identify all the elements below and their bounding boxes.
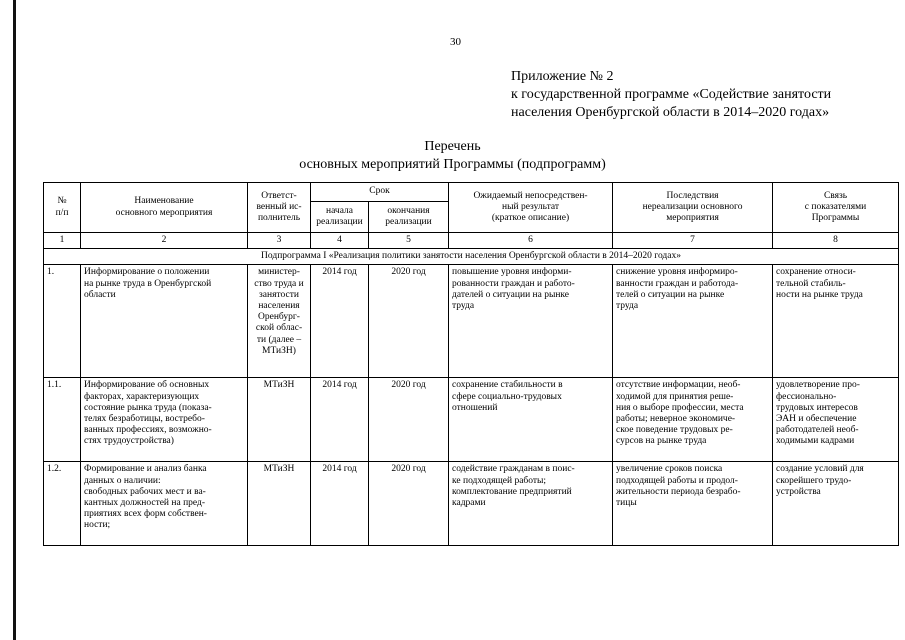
page-number: 30 [450, 36, 461, 48]
table-row [44, 265, 899, 378]
header-num: № п/п [44, 183, 81, 233]
col-number: 7 [613, 233, 773, 249]
row-result: повышение уровня информи- рованности граждан и работо- дателей о ситуации на рынке труда [449, 265, 613, 378]
row-link: сохранение относи- тельной стабиль- ности на рынке труда [773, 265, 899, 378]
row-name: Информирование о положении на рынке труда в Оренбургской области [81, 265, 248, 378]
document-title [0, 138, 905, 174]
col-number: 3 [248, 233, 311, 249]
row-responsible: министер- ство труда и занятости населения Оренбург- ской облас- ти (далее – МТиЗН) [248, 265, 311, 378]
row-result: сохранение стабильности в сфере социально-трудовых отношений [449, 378, 613, 462]
col-number: 2 [81, 233, 248, 249]
header-name: Наименование основного мероприятия [81, 183, 248, 233]
row-responsible: МТиЗН [248, 462, 311, 546]
header-row-1 [44, 183, 899, 202]
row-consequences: снижение уровня информиро- ванности граждан и работода- телей о ситуации на рынке труда [613, 265, 773, 378]
row-responsible: МТиЗН [248, 378, 311, 462]
appendix-line-2: к государственной программе «Содействие занятости [511, 87, 832, 102]
header-link: Связь с показателями Программы [773, 183, 899, 233]
title-line-2: основных мероприятий Программы (подпрограмм) [299, 157, 606, 172]
header-start: начала реализации [311, 202, 369, 233]
column-number-row [44, 233, 899, 249]
appendix-line-3: населения Оренбургской области в 2014–2020 годах» [511, 105, 830, 120]
row-end: 2020 год [369, 265, 449, 378]
row-start: 2014 год [311, 265, 369, 378]
row-num: 1. [44, 265, 81, 378]
table-row [44, 378, 899, 462]
row-consequences: отсутствие информации, необ- ходимой для принятия реше- ния о выборе профессии, места работы; неверное экономиче- ское поведение трудовых ре- сурсов на рынке труда [613, 378, 773, 462]
header-responsible: Ответст- венный ис- полнитель [248, 183, 311, 233]
row-end: 2020 год [369, 462, 449, 546]
row-num: 1.2. [44, 462, 81, 546]
row-name: Информирование об основных факторах, характеризующих состояние рынка труда (показа- телях безработицы, востребо- ванных профессиях, возможно- стях трудоустройства) [81, 378, 248, 462]
col-number: 5 [369, 233, 449, 249]
title-line-1: Перечень [424, 139, 481, 154]
measures-table [43, 182, 899, 546]
col-number: 4 [311, 233, 369, 249]
appendix-line-1: Приложение № 2 [511, 69, 614, 84]
row-start: 2014 год [311, 462, 369, 546]
col-number: 1 [44, 233, 81, 249]
scan-edge-line [13, 0, 16, 640]
table-row [44, 462, 899, 546]
header-result: Ожидаемый непосредствен- ный результат (краткое описание) [449, 183, 613, 233]
row-start: 2014 год [311, 378, 369, 462]
row-consequences: увеличение сроков поиска подходящей работы и продол- жительности периода безрабо- тицы [613, 462, 773, 546]
appendix-header [511, 68, 831, 122]
row-result: содействие гражданам в поис- ке подходящей работы; комплектование предприятий кадрами [449, 462, 613, 546]
header-end: окончания реализации [369, 202, 449, 233]
row-name: Формирование и анализ банка данных о наличии: свободных рабочих мест и ва- кантных должностей на пред- приятиях всех форм собствен- ности; [81, 462, 248, 546]
col-number: 8 [773, 233, 899, 249]
row-link: удовлетворение про- фессионально- трудовых интересов ЭАН и обеспечение работодателей необ- ходимыми кадрами [773, 378, 899, 462]
header-term: Срок [311, 183, 449, 202]
subprogram-title: Подпрограмма I «Реализация политики занятости населения Оренбургской области в 2014–2020 годах» [44, 249, 899, 265]
col-number: 6 [449, 233, 613, 249]
row-num: 1.1. [44, 378, 81, 462]
subprogram-row [44, 249, 899, 265]
header-consequences: Последствия нереализации основного мероприятия [613, 183, 773, 233]
row-end: 2020 год [369, 378, 449, 462]
row-link: создание условий для скорейшего трудо- устройства [773, 462, 899, 546]
